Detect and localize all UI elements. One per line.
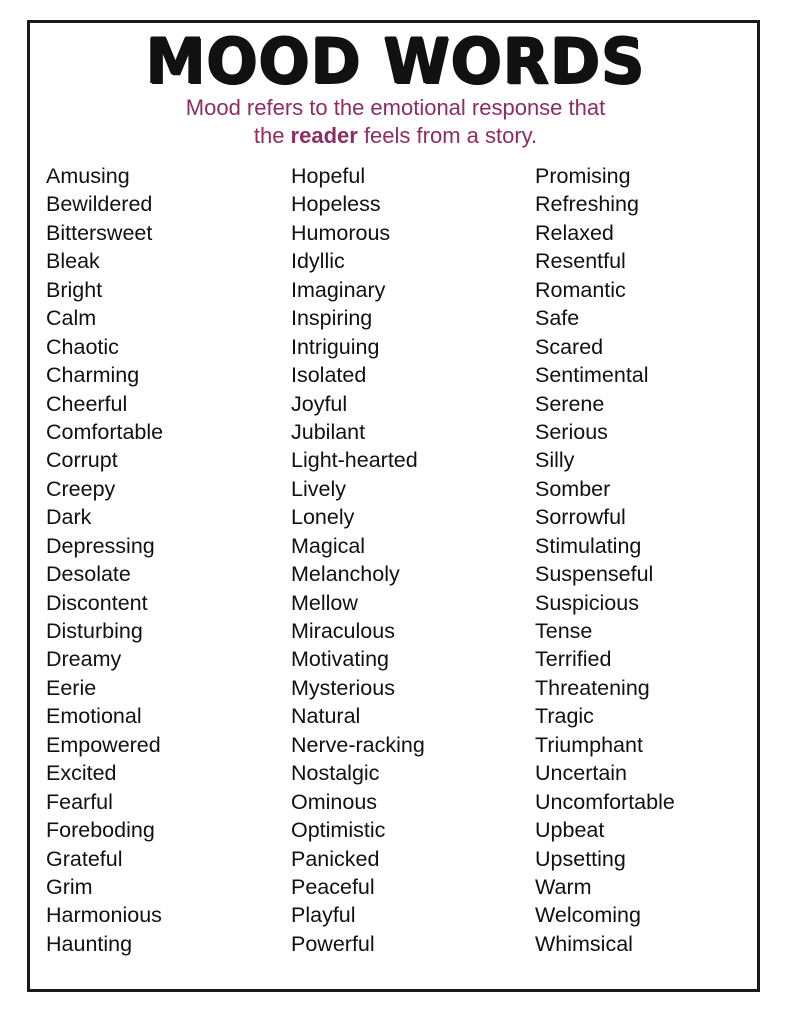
mood-word: Dreamy <box>46 647 122 672</box>
mood-word: Chaotic <box>46 334 119 359</box>
mood-word: Stimulating <box>535 533 642 558</box>
mood-word: Harmonious <box>46 903 162 928</box>
subtitle-line-2-end: feels from a story. <box>357 123 538 148</box>
mood-word: Romantic <box>535 277 626 302</box>
mood-word: Refreshing <box>535 192 639 217</box>
mood-word: Upsetting <box>535 846 626 871</box>
mood-word: Excited <box>46 761 117 786</box>
subtitle <box>0 94 791 150</box>
subtitle-line-2-start: the <box>253 123 291 148</box>
mood-word: Melancholy <box>291 562 400 587</box>
mood-word: Nerve-racking <box>291 732 425 757</box>
subtitle-line-2 <box>0 122 791 150</box>
mood-word: Calm <box>46 306 97 331</box>
mood-word: Warm <box>535 874 592 899</box>
mood-word: Charming <box>46 363 140 388</box>
mood-word: Imaginary <box>291 277 386 302</box>
mood-word: Peaceful <box>291 874 375 899</box>
mood-word: Inspiring <box>291 306 373 331</box>
mood-word: Disturbing <box>46 619 143 643</box>
mood-word: Scared <box>535 334 604 359</box>
mood-word: Lively <box>291 476 346 501</box>
mood-word: Desolate <box>46 562 131 587</box>
mood-word: Grim <box>46 874 93 899</box>
mood-word: Foreboding <box>46 818 155 843</box>
mood-word: Motivating <box>291 647 389 672</box>
mood-word: Suspenseful <box>535 562 654 587</box>
mood-word: Serious <box>535 419 608 444</box>
mood-word: Powerful <box>291 931 375 956</box>
mood-word: Light-hearted <box>291 448 418 473</box>
mood-word: Miraculous <box>291 619 395 643</box>
mood-word: Triumphant <box>535 732 643 757</box>
mood-word: Amusing <box>46 164 130 188</box>
mood-word: Magical <box>291 533 366 558</box>
mood-word: Natural <box>291 704 361 729</box>
mood-word: Resentful <box>535 249 626 274</box>
mood-word: Haunting <box>46 931 133 956</box>
mood-word: Ominous <box>291 789 378 814</box>
mood-word: Sentimental <box>535 363 649 388</box>
mood-word: Humorous <box>291 220 391 245</box>
mood-word: Tragic <box>535 704 594 729</box>
page-title: MOOD WORDS <box>145 25 646 98</box>
subtitle-line-1: Mood refers to the emotional response that <box>185 95 606 120</box>
mood-word: Terrified <box>535 647 612 672</box>
mood-word: Bewildered <box>46 192 153 217</box>
mood-word: Cheerful <box>46 391 128 416</box>
mood-word: Panicked <box>291 846 380 871</box>
mood-word: Mellow <box>291 590 358 615</box>
mood-word: Mysterious <box>291 675 395 700</box>
mood-word: Joyful <box>291 391 348 416</box>
mood-word: Bright <box>46 277 103 302</box>
mood-word: Emotional <box>46 704 142 729</box>
word-column-1 <box>46 162 163 958</box>
mood-word: Threatening <box>535 675 650 700</box>
word-column-2 <box>291 162 425 958</box>
mood-word: Playful <box>291 903 356 928</box>
mood-word: Relaxed <box>535 220 614 245</box>
mood-word: Lonely <box>291 505 355 530</box>
mood-word: Bittersweet <box>46 220 153 245</box>
mood-word: Bleak <box>46 249 100 274</box>
mood-word: Suspicious <box>535 590 639 615</box>
mood-word: Serene <box>535 391 605 416</box>
mood-word: Discontent <box>46 590 148 615</box>
mood-word: Empowered <box>46 732 161 757</box>
mood-word: Jubilant <box>291 419 366 444</box>
mood-word: Eerie <box>46 675 97 700</box>
mood-word: Hopeless <box>291 192 381 217</box>
mood-word: Upbeat <box>535 818 605 843</box>
mood-word: Creepy <box>46 476 116 501</box>
mood-word: Intriguing <box>291 334 380 359</box>
mood-word: Comfortable <box>46 419 164 444</box>
mood-word: Tense <box>535 619 593 643</box>
mood-word: Silly <box>535 448 575 473</box>
mood-word: Isolated <box>291 363 367 388</box>
mood-word: Nostalgic <box>291 761 380 786</box>
mood-word: Welcoming <box>535 903 641 928</box>
mood-word: Whimsical <box>535 931 633 956</box>
mood-word: Uncertain <box>535 761 628 786</box>
mood-word: Safe <box>535 306 580 331</box>
mood-word: Uncomfortable <box>535 789 675 814</box>
subtitle-emphasis: reader <box>290 123 358 148</box>
word-column-3 <box>535 162 675 958</box>
mood-word: Promising <box>535 164 631 188</box>
mood-word: Depressing <box>46 533 155 558</box>
mood-word: Hopeful <box>291 164 366 188</box>
mood-word: Sorrowful <box>535 505 626 530</box>
mood-word: Dark <box>46 505 92 530</box>
mood-word: Somber <box>535 476 611 501</box>
mood-word: Grateful <box>46 846 123 871</box>
mood-word: Fearful <box>46 789 113 814</box>
mood-word: Optimistic <box>291 818 386 843</box>
mood-word: Idyllic <box>291 249 345 274</box>
mood-word: Corrupt <box>46 448 118 473</box>
